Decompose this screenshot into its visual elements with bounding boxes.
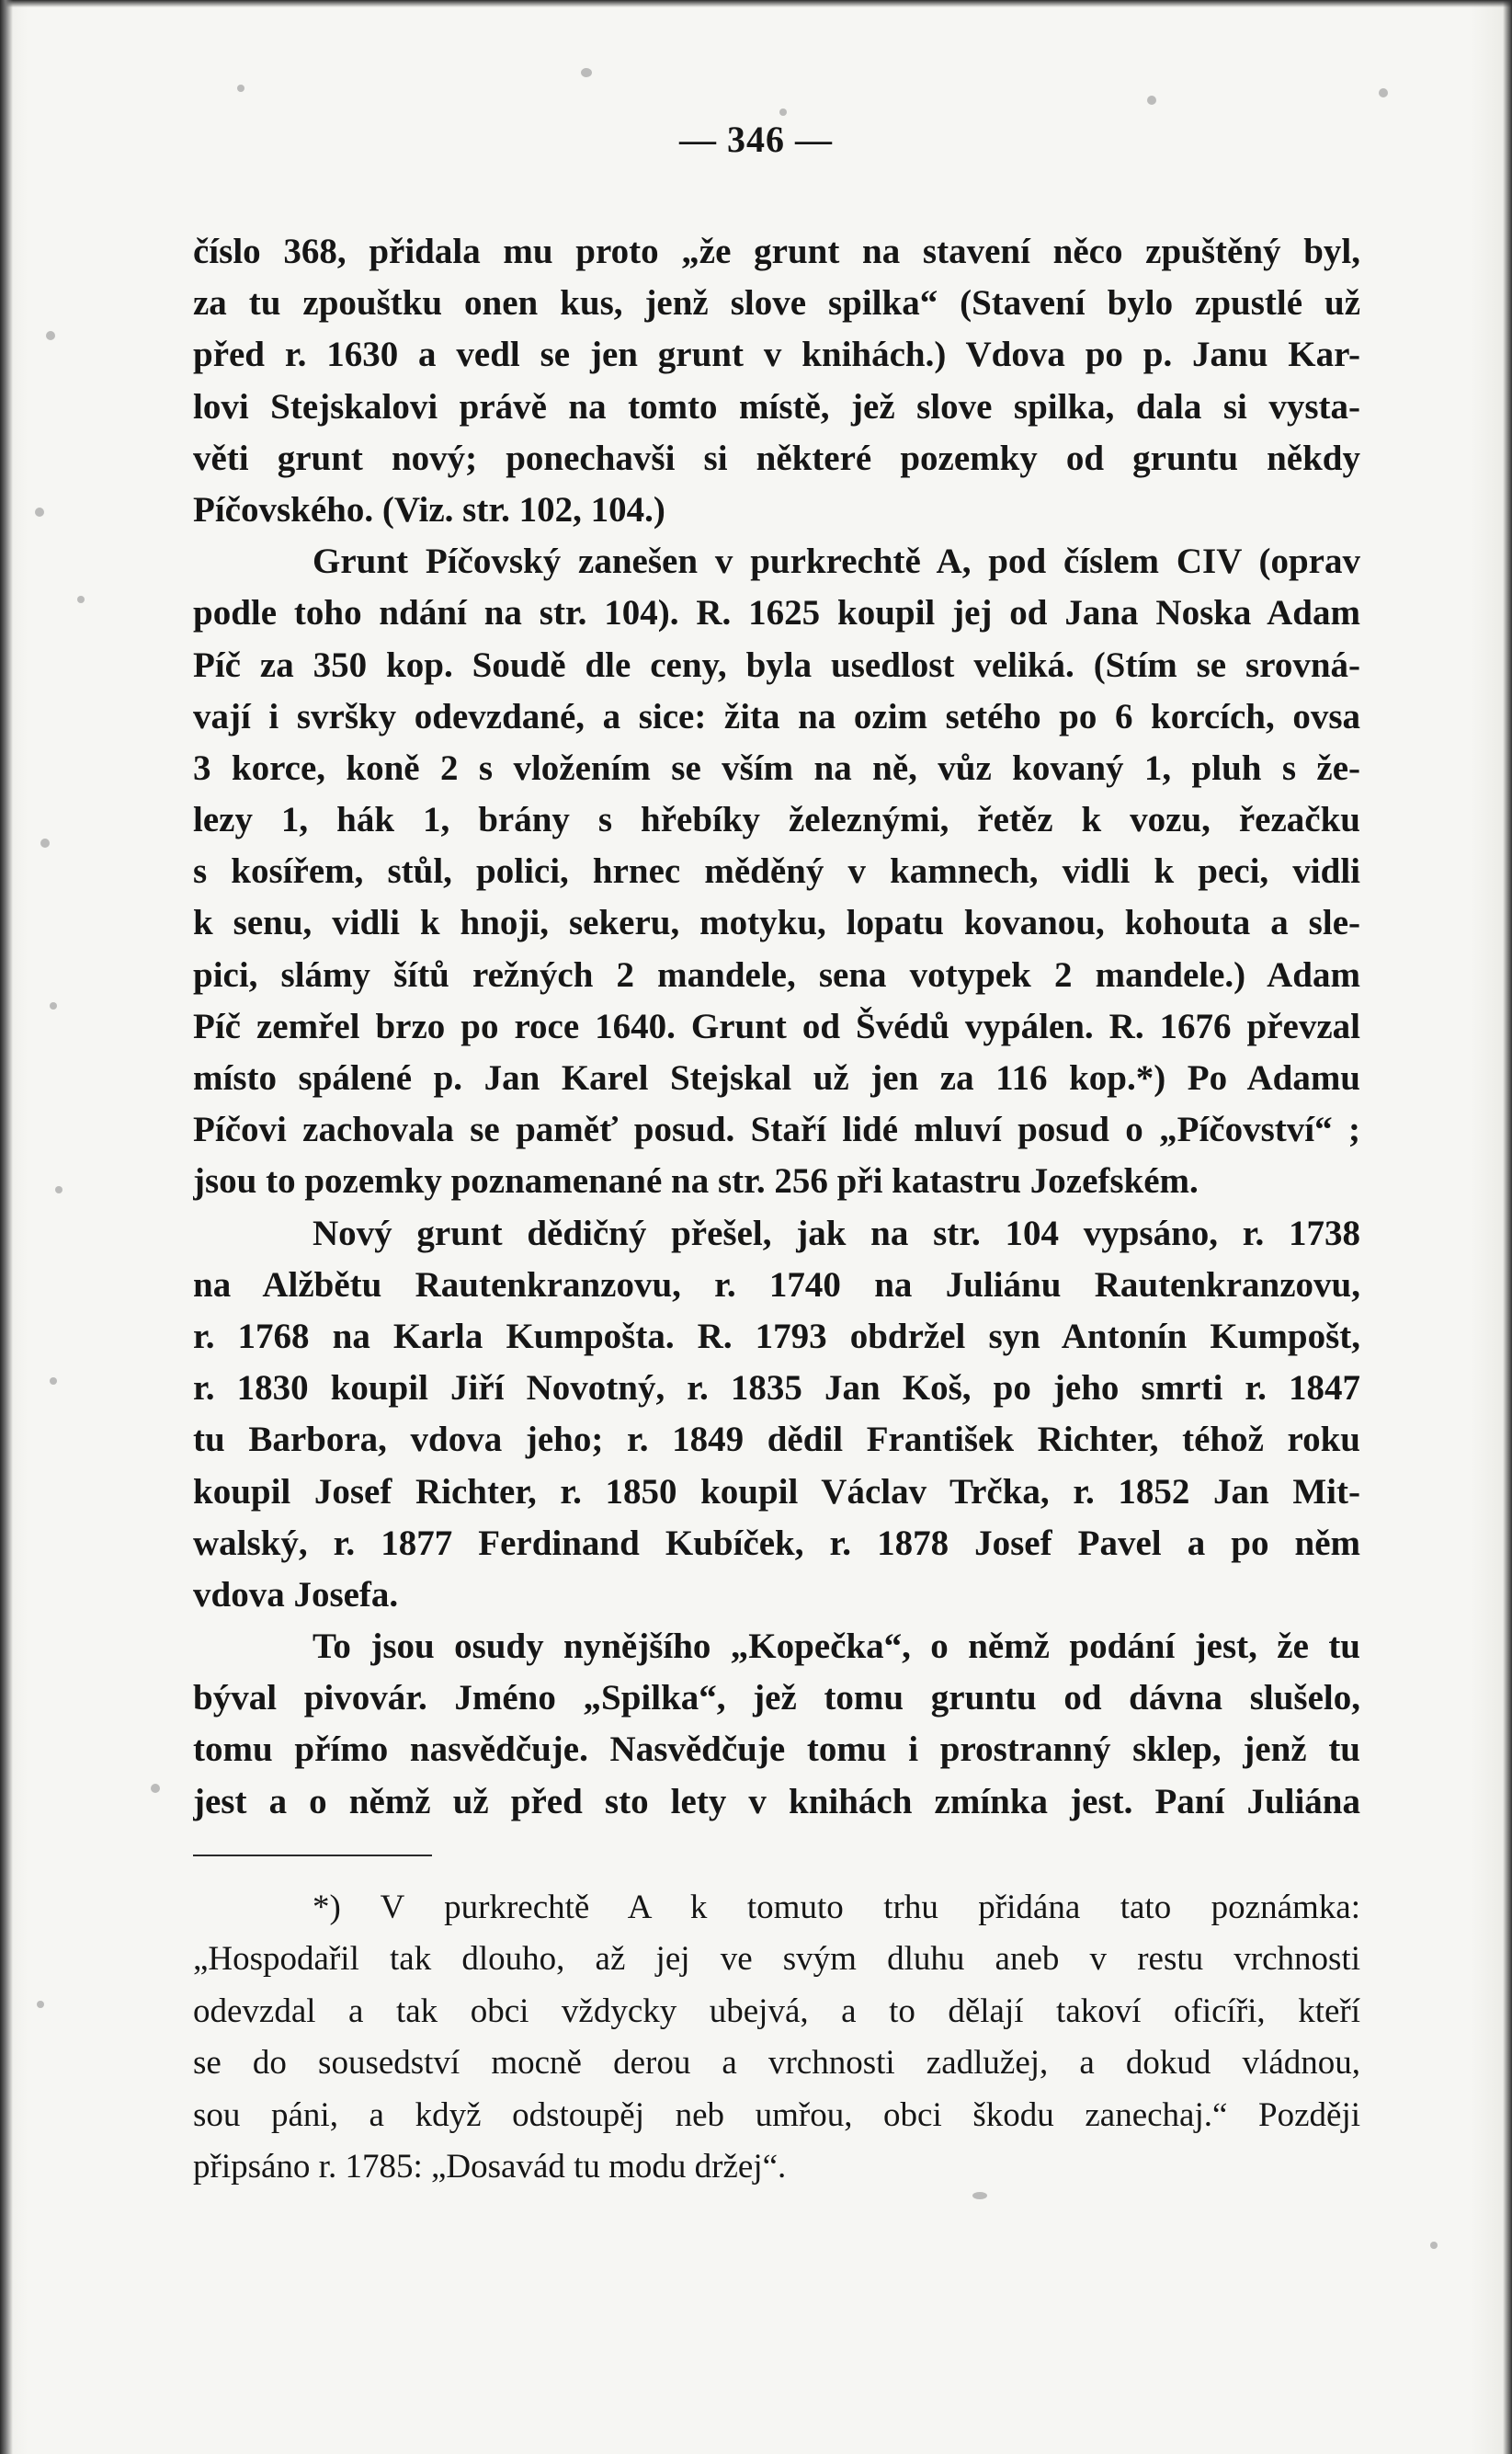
speck [37, 2001, 44, 2008]
text-line: místo spálené p. Jan Karel Stejskal už jen za 116 kop.*) Po Adamu [193, 1058, 1360, 1098]
footnote-line: se do sousedství mocně derou a vrchnosti zadlužej, a dokud vládnou, [193, 2044, 1360, 2083]
page-number: — 346 — [679, 119, 833, 160]
text-line: býval pivovár. Jméno „Spilka“, jež tomu gruntu od dávna slušelo, [193, 1678, 1360, 1718]
text-line: Píčovi zachovala se paměť posud. Staří lidé mluví posud o „Píčovství“ ; [193, 1110, 1360, 1150]
footnote-line: *) V purkrechtě A k tomuto trhu přidána tato poznámka: [313, 1889, 1360, 1926]
speck [779, 108, 787, 116]
footnote-line: sou páni, a když odstoupěj neb umřou, obci škodu zanechaj.“ Později [193, 2095, 1360, 2134]
speck [40, 839, 50, 848]
footnote-line: připsáno r. 1785: „Dosavád tu modu držej“. [193, 2147, 787, 2186]
text-line: k senu, vidli k hnoji, sekeru, motyku, lopatu kovanou, kohouta a sle- [193, 903, 1360, 943]
speck [46, 331, 55, 340]
text-line: r. 1830 koupil Jiří Novotný, r. 1835 Jan Koš, po jeho smrti r. 1847 [193, 1368, 1360, 1409]
speck [151, 1784, 160, 1793]
text-line: Píč za 350 kop. Soudě dle ceny, byla usedlost veliká. (Stím se srovná- [193, 645, 1360, 685]
footnote-line: „Hospodařil tak dlouho, až jej ve svým dluhu aneb v restu vrchnosti [193, 1940, 1360, 1979]
speck [55, 1186, 63, 1193]
footnote-divider [193, 1855, 432, 1856]
page-edge-top [0, 0, 1512, 7]
text-line: podle toho ndání na str. 104). R. 1625 koupil jej od Jana Noska Adam [193, 593, 1360, 633]
speck [50, 1377, 57, 1385]
text-line: 3 korce, koně 2 s vložením se vším na ně, vůz kovaný 1, pluh s že- [193, 748, 1360, 788]
text-line: koupil Josef Richter, r. 1850 koupil Václav Trčka, r. 1852 Jan Mit- [193, 1471, 1360, 1512]
text-line: Píčovského. (Viz. str. 102, 104.) [193, 489, 665, 530]
text-line: tu Barbora, vdova jeho; r. 1849 dědil František Richter, téhož roku [193, 1420, 1360, 1460]
text-line: na Alžbětu Rautenkranzovu, r. 1740 na Juliánu Rautenkranzovu, [193, 1264, 1360, 1305]
text-line: před r. 1630 a vedl se jen grunt v knihách.) Vdova po p. Janu Kar- [193, 335, 1360, 375]
text-line: jsou to pozemky poznamenané na str. 256 při katastru Jozefském. [193, 1161, 1199, 1202]
speck [581, 68, 592, 77]
main-text [193, 226, 1360, 1828]
speck [1147, 96, 1156, 105]
text-line: věti grunt nový; ponechavši si některé pozemky od gruntu někdy [193, 438, 1360, 478]
text-line: vdova Josefa. [193, 1574, 399, 1615]
text-line: lezy 1, hák 1, brány s hřebíky železnými, řetěz k vozu, řezačku [193, 800, 1360, 840]
speck [1430, 2242, 1438, 2249]
text-line: za tu zpouštku onen kus, jenž slove spilka“ (Stavení bylo zpustlé už [193, 283, 1360, 324]
text-line: r. 1768 na Karla Kumpošta. R. 1793 obdržel syn Antonín Kumpošt, [193, 1316, 1360, 1356]
speck [1379, 88, 1388, 97]
text-line: s kosířem, stůl, polici, hrnec měděný v kamnech, vidli k peci, vidli [193, 851, 1360, 892]
text-line: jest a o němž už před sto lety v knihách zmínka jest. Paní Juliána [193, 1781, 1360, 1821]
footnote [193, 1882, 1360, 2193]
text-line: Píč zemřel brzo po roce 1640. Grunt od Švédů vypálen. R. 1676 převzal [193, 1006, 1360, 1046]
text-line: walský, r. 1877 Ferdinand Kubíček, r. 1878 Josef Pavel a po něm [193, 1523, 1360, 1563]
text-line: lovi Stejskalovi právě na tomto místě, jež slove spilka, dala si vysta- [193, 386, 1360, 427]
speck [237, 85, 244, 92]
text-line: vají i svršky odevzdané, a sice: žita na ozim setého po 6 korcích, ovsa [193, 696, 1360, 736]
speck [35, 508, 44, 517]
text-line: Nový grunt dědičný přešel, jak na str. 104 vypsáno, r. 1738 [313, 1213, 1360, 1253]
footnote-line: odevzdal a tak obci vždycky ubejvá, a to dělají takoví oficíři, kteří [193, 1992, 1360, 2030]
speck [50, 1002, 57, 1010]
text-line: To jsou osudy nynějšího „Kopečka“, o němž podání jest, že tu [313, 1626, 1360, 1667]
page-edge-right [1503, 0, 1512, 2454]
page-edge-left [0, 0, 13, 2454]
speck [77, 596, 85, 603]
text-line: tomu přímo nasvědčuje. Nasvědčuje tomu i prostranný sklep, jenž tu [193, 1729, 1360, 1770]
text-line: Grunt Píčovský zanešen v purkrechtě A, pod číslem CIV (oprav [313, 542, 1360, 582]
text-line: pici, slámy šítů režných 2 mandele, sena votypek 2 mandele.) Adam [193, 954, 1360, 995]
text-line: číslo 368, přidala mu proto „že grunt na stavení něco zpuštěný byl, [193, 232, 1360, 271]
